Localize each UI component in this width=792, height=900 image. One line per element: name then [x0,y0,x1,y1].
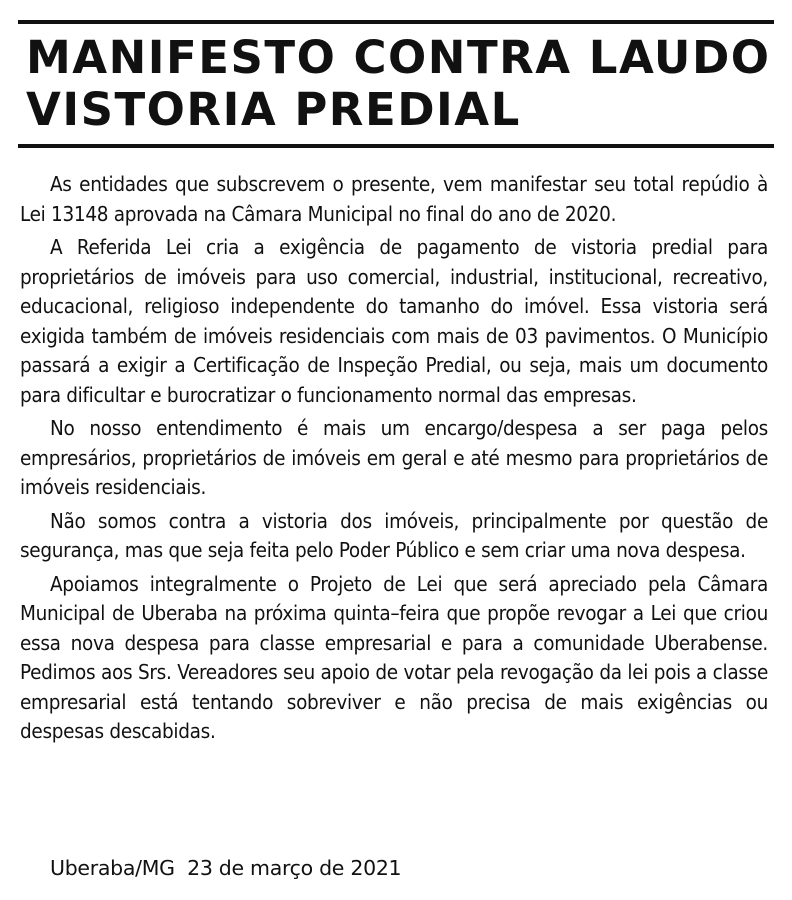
paragraph-5: Apoiamos integralmente o Projeto de Lei que será apreciado pela Câmara Municipal de Uberaba na próxima quinta–feira que propõe revogar a Lei que criou essa nova despesa para classe empresarial e para a comunidade Uberabense. Pedimos aos Srs. Vereadores seu apoio de votar pela revogação da lei pois a classe empresarial está tentando sobreviver e não precisa de mais exigências ou despesas descabidas. [20,571,768,743]
place-date: Uberaba/MG 23 de março de 2021 [50,856,402,880]
title-block [18,20,774,148]
paragraph-2: A Referida Lei cria a exigência de pagamento de vistoria predial para proprietários de imóveis para uso comercial, industrial, institucional, recreativo, educacional, religioso independente do tamanho do imóvel. Essa vistoria será exigida também de imóveis residenciais com mais de 03 pavimentos. O Município passará a exigir a Certificação de Inspeção Predial, ou seja, mais um documento para dificultar e burocratizar o funcionamento normal das empresas. [20,235,768,407]
paragraph-4: Não somos contra a vistoria dos imóveis, principalmente por questão de segurança, mas que seja feita pelo Poder Público e sem criar uma nova despesa. [20,508,768,562]
document-title: MANIFESTO CONTRA LAUDO VISTORIA PREDIAL [26,31,771,136]
paragraph-1: As entidades que subscrevem o presente, vem manifestar seu total repúdio à Lei 13148 aprovada na Câmara Municipal no final do ano de 2020. [20,172,768,226]
paragraph-3: No nosso entendimento é mais um encargo/despesa a ser paga pelos empresários, proprietários de imóveis em geral e até mesmo para proprietários de imóveis residenciais. [20,416,768,499]
bottom-rule [18,144,774,148]
document-body [20,170,768,751]
